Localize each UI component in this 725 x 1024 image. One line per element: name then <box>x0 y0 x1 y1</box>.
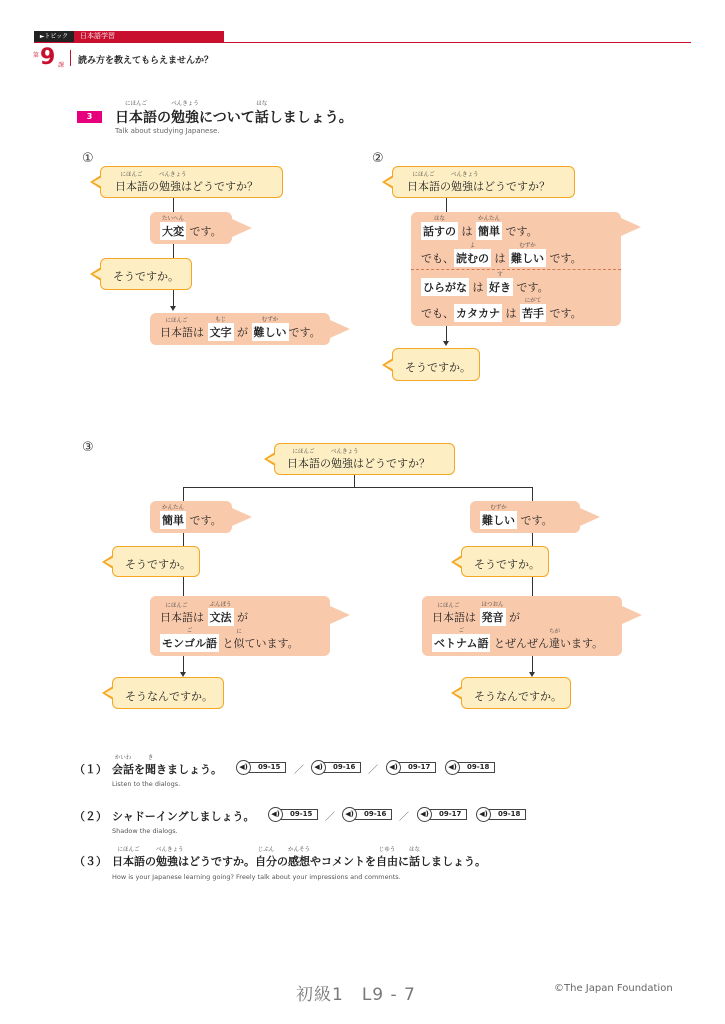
exercise-3-text: にほんご 日本語の べんきょう 勉強はどうですか。 じぶん 自分の かんそう 感想やコメントを じゆう 自由に はな 話しましょう。 <box>112 847 486 868</box>
dialog-2-label: ② <box>372 151 384 166</box>
dialog-3-branch <box>183 487 532 488</box>
dialog-3-left-response: かんたん 簡単 です。 <box>150 501 232 533</box>
dialog-1-connector <box>173 244 174 258</box>
lesson-suffix: 課 <box>58 62 65 69</box>
speaker-icon: ◀) <box>445 760 460 775</box>
dialog-3-left-ack-2: そうなんですか。 <box>112 677 224 709</box>
dialog-3-right-ack-2: そうなんですか。 <box>461 677 571 709</box>
dialog-3-right-ack: そうですか。 <box>461 546 549 577</box>
dialog-3-left-ack: そうですか。 <box>112 546 200 577</box>
lesson-number: 9 <box>40 45 56 70</box>
dialog-3-connector <box>183 487 184 501</box>
lesson-divider <box>70 50 71 66</box>
speaker-icon: ◀) <box>311 760 326 775</box>
exercise-2-number: （２） <box>74 810 107 823</box>
dialog-3-connector <box>532 577 533 596</box>
separator: ／ <box>399 812 409 823</box>
dialog-1-response: たいへん 大変 です。 <box>150 212 232 244</box>
dialog-3-connector <box>532 487 533 501</box>
audio-track-button[interactable]: ◀) 09-17 <box>390 762 436 773</box>
dialog-2-ack: そうですか。 <box>392 348 480 381</box>
audio-track-button[interactable]: ◀) 09-16 <box>346 809 392 820</box>
speaker-icon: ◀) <box>268 807 283 822</box>
dialog-2-arrow <box>443 341 449 346</box>
speaker-icon: ◀) <box>236 760 251 775</box>
speaker-icon: ◀) <box>476 807 491 822</box>
dialog-1-arrow <box>170 306 176 311</box>
dialog-1-label: ① <box>82 151 94 166</box>
audio-track-button[interactable]: ◀) 09-15 <box>240 762 286 773</box>
audio-track-button[interactable]: ◀) 09-18 <box>449 762 495 773</box>
footer-copyright: ©The Japan Foundation <box>554 983 673 994</box>
dialog-3-question: にほんご 日本語の べんきょう 勉強はどうですか？ <box>274 443 455 475</box>
audio-track-button[interactable]: ◀) 09-16 <box>315 762 361 773</box>
exercise-2-text: シャドーイングしましょう。 <box>112 810 255 823</box>
speaker-icon: ◀) <box>342 807 357 822</box>
dialog-3-left-response-2: にほんご 日本語は ぶんぽう 文法 が ご モンゴル語 と に 似ています。 <box>150 596 330 656</box>
lesson-title: 読み方を教えてもらえませんか？ <box>78 56 214 66</box>
audio-track-button[interactable]: ◀) 09-15 <box>272 809 318 820</box>
speaker-icon: ◀) <box>417 807 432 822</box>
dialog-1-connector <box>173 198 174 212</box>
section-badge: 3 <box>77 111 102 123</box>
dialog-2-question: にほんご 日本語の べんきょう 勉強はどうですか？ <box>392 166 575 198</box>
dialog-3-label: ③ <box>82 440 94 455</box>
dialog-3-right-response-2: にほんご 日本語は はつおん 発音 が ご ベトナム語 とぜんぜん ちが 違います。 <box>422 596 622 656</box>
separator: ／ <box>325 812 335 823</box>
dialog-2-response: はな 話すの は かんたん 簡単 です。 でも、 よ 読むの は むずか 難しい です。 ひらがな は す 好き です。 でも、 カタカナ は にがて 苦手 です。 <box>411 212 621 326</box>
audio-track-button[interactable]: ◀) 09-18 <box>480 809 526 820</box>
dialog-2-divider <box>411 269 621 270</box>
exercise-3-number: （３） <box>74 855 107 868</box>
section-title: にほんご 日本語の べんきょう 勉強について はな 話しましょう。 <box>115 101 353 126</box>
dialog-3-right-response: むずか 難しい です。 <box>470 501 580 533</box>
speaker-icon: ◀) <box>386 760 401 775</box>
separator: ／ <box>368 765 378 776</box>
exercise-2-sub: Shadow the dialogs. <box>112 827 178 835</box>
dialog-3-connector <box>354 475 355 487</box>
dialog-1-response-2: にほんご 日本語は もじ 文字 が むずか 難しい です。 <box>150 313 330 345</box>
dialog-2-connector <box>446 198 447 212</box>
lesson-prefix: 第 <box>33 52 40 59</box>
dialog-3-connector <box>532 533 533 546</box>
section-subtitle: Talk about studying Japanese. <box>115 127 220 135</box>
exercise-1-number: （１） <box>74 763 107 776</box>
dialog-3-connector <box>183 533 184 546</box>
exercise-1-text: かいわ 会話を き 聞きましょう。 <box>112 755 222 776</box>
header-divider <box>34 42 691 43</box>
topic-tag: ►トピック <box>34 31 74 42</box>
separator: ／ <box>294 765 304 776</box>
topic-label: 日本語学習 <box>74 31 224 42</box>
footer-level: 初級1 L9 - 7 <box>296 985 416 1005</box>
dialog-3-connector <box>183 577 184 596</box>
exercise-3-sub: How is your Japanese learning going? Freely talk about your impressions and comments. <box>112 873 401 881</box>
dialog-1-question: にほんご 日本語の べんきょう 勉強はどうですか？ <box>100 166 283 198</box>
exercise-1-sub: Listen to the dialogs. <box>112 780 181 788</box>
audio-track-button[interactable]: ◀) 09-17 <box>421 809 467 820</box>
dialog-1-ack: そうですか。 <box>100 258 192 290</box>
